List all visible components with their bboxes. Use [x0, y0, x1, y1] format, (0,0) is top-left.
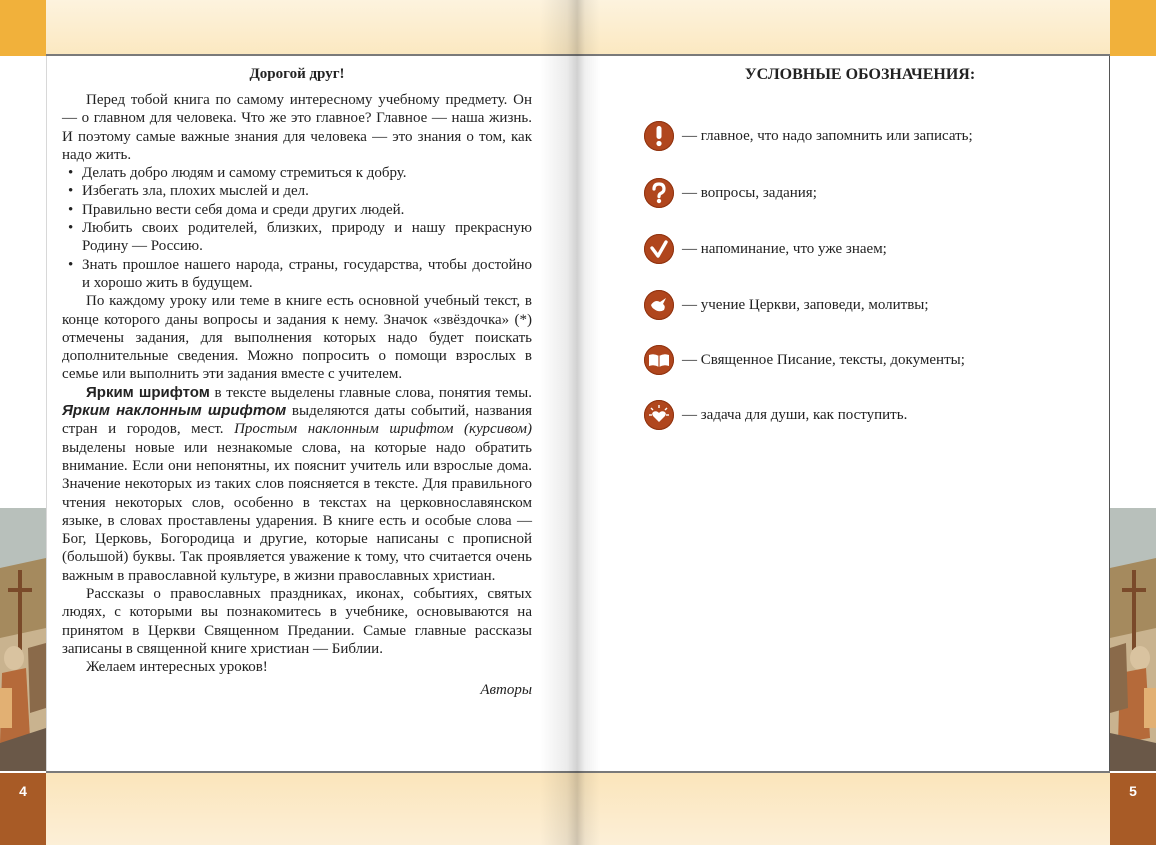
- checkmark-icon: [644, 234, 674, 264]
- bullet-item: • Правильно вести себя дома и среди других людей.: [62, 201, 532, 219]
- left-page: [62, 66, 532, 699]
- legend-text: — главное, что надо запомнить или записать;: [682, 127, 973, 144]
- dove-icon: [644, 290, 674, 320]
- legend-text: — задача для души, как поступить.: [682, 406, 908, 423]
- italic-term: Простым наклонным шрифтом (курсивом): [234, 421, 532, 438]
- left-page-border: [46, 56, 47, 771]
- paragraph-3-part-c: выделены новые или незнакомые слова, на которые надо обратить внимание. Если они непонятны, их пояснит учитель или взрослые дома. Значение некоторых из таких слов поясняется в тексте. Для правильного чтения некоторых слов, особенно в текстах на церковнославянском языке, в словах проставлены ударения. В книге есть и особые слова — Бог, Церковь, Богородица и другие, которые написаны с прописной (большой) буквы. Так проявляется уважение к тому, что считается очень важным в православной культуре, в жизни православных христиан.: [62, 439, 532, 584]
- bullet-item: • Любить своих родителей, близких, природу и нашу прекрасную Родину — Россию.: [62, 219, 532, 256]
- paragraph-3-part-b: выделяются даты событий, названия стран и городов, мест.: [62, 403, 532, 438]
- page-title-left: Дорогой друг!: [249, 66, 345, 82]
- legend-text: — вопросы, задания;: [682, 184, 817, 201]
- bullet-item: • Знать прошлое нашего народа, страны, государства, чтобы достойно и хорошо жить в будущем.: [62, 256, 532, 293]
- bold-term: Ярким шрифтом: [86, 383, 210, 401]
- legend-item: [644, 234, 887, 264]
- open-book-icon: [644, 345, 674, 375]
- right-page: [620, 66, 1100, 423]
- left-margin-strip: [0, 56, 46, 771]
- bullet-item: • Делать добро людям и самому стремиться к добру.: [62, 164, 532, 182]
- heart-icon: [644, 400, 674, 430]
- authors-signature: Авторы: [480, 681, 532, 698]
- legend-item: [644, 290, 929, 320]
- right-page-border: [1109, 56, 1110, 771]
- paragraph-3-part-a: в тексте выделены главные слова, понятия темы.: [209, 384, 532, 401]
- fresco-illustration-left: [0, 508, 46, 771]
- legend-item: [644, 121, 973, 151]
- right-margin-strip: [1110, 56, 1156, 771]
- paragraph-4: Рассказы о православных праздниках, иконах, событиях, святых людях, с которыми вы познакомитесь в учебнике, основываются на принятом в Церкви Священном Предании. Самые главные рассказы записаны в священной книге христиан — Библии.: [62, 586, 532, 657]
- legend-text: — напоминание, что уже знаем;: [682, 240, 887, 257]
- bold-italic-term: Ярким наклонным шрифтом: [62, 402, 287, 420]
- fresco-illustration-right: [1110, 508, 1156, 771]
- legend-item: [644, 400, 907, 430]
- legend-text: — Священное Писание, тексты, документы;: [682, 351, 965, 368]
- legend-item: [644, 178, 817, 208]
- question-icon: [644, 178, 674, 208]
- page-number-left: 4: [0, 773, 46, 845]
- top-right-corner-accent: [1110, 0, 1156, 56]
- book-gutter-shadow: [540, 0, 600, 845]
- bullet-item: • Избегать зла, плохих мыслей и дел.: [62, 182, 532, 200]
- legend-text: — учение Церкви, заповеди, молитвы;: [682, 296, 929, 313]
- page-title-right: УСЛОВНЫЕ ОБОЗНАЧЕНИЯ:: [744, 66, 976, 83]
- exclamation-icon: [644, 121, 674, 151]
- intro-text: [62, 91, 532, 699]
- top-left-corner-accent: [0, 0, 46, 56]
- paragraph-5: Желаем интересных уроков!: [86, 659, 268, 676]
- paragraph-2: По каждому уроку или теме в книге есть основной учебный текст, в конце которого даны вопросы и задания к нему. Значок «звёздочка» (*) отмечены задания, для выполнения которых надо будет поискать дополнительные сведения. Можно попросить о помощи взрослых в семье или выполнить эти задания вместе с учителем.: [62, 293, 532, 383]
- legend-item: [644, 345, 965, 375]
- paragraph-3: [62, 384, 532, 585]
- page-number-right: 5: [1110, 773, 1156, 845]
- paragraph-1: Перед тобой книга по самому интересному учебному предмету. Он — о главном для человека. Что же это главное? Главное — наша жизнь. И поэтому самые важные знания для человека — это знания о том, как надо жить.: [62, 92, 532, 163]
